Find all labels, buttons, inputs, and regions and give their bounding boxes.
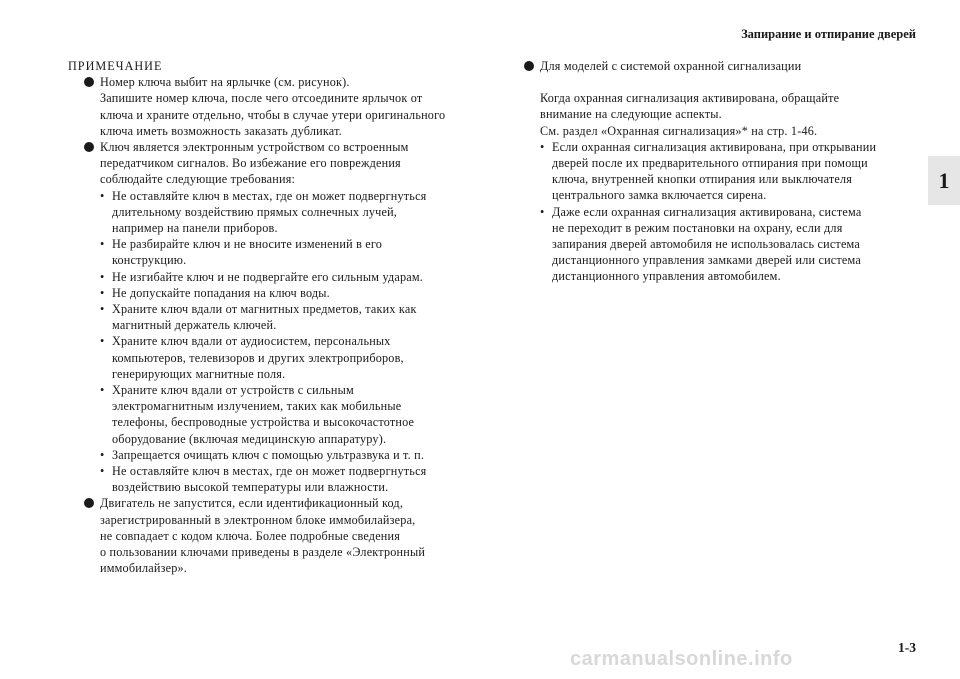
bullet-glyph: • xyxy=(540,139,545,154)
left-column xyxy=(68,58,478,577)
sub-item xyxy=(100,301,478,333)
alarm-paragraph xyxy=(524,90,924,284)
bullet-glyph: • xyxy=(100,237,105,252)
sub-item xyxy=(100,333,478,382)
sub-item xyxy=(100,285,478,301)
sub-item xyxy=(100,382,478,447)
note-item-key-number xyxy=(68,74,478,139)
text-line: воздействию высокой температуры или влажности. xyxy=(112,480,389,495)
bullet-glyph: • xyxy=(100,188,105,203)
watermark: carmanualsonline.info xyxy=(570,648,793,670)
text-line: телефоны, беспроводные устройства и высокочастотное xyxy=(112,415,415,430)
page-number: 1-3 xyxy=(898,640,916,655)
text-line: запирания дверей автомобиля не использовалась система xyxy=(552,237,860,252)
sub-item xyxy=(540,204,924,285)
bullet-dot-icon xyxy=(84,77,94,87)
text-line: ключа и храните отдельно, чтобы в случае утери оригинального xyxy=(100,107,446,122)
text-line: электромагнитным излучением, таких как мобильные xyxy=(112,399,402,414)
text-line: Храните ключ вдали от аудиосистем, персональных xyxy=(112,334,391,349)
text-line: ключа, внутренней кнопки отпирания или выключателя xyxy=(552,172,853,187)
text-line: Запрещается очищать ключ с помощью ультразвука и т. п. xyxy=(112,447,425,462)
text-line: внимание на следующие аспекты. xyxy=(540,107,722,122)
bullet-dot-icon xyxy=(84,498,94,508)
text-line: Для моделей с системой охранной сигнализации xyxy=(540,59,802,73)
text-line: компьютеров, телевизоров и других электроприборов, xyxy=(112,350,404,365)
text-line: центрального замка включается сирена. xyxy=(552,188,767,203)
text-line: о пользовании ключами приведены в разделе «Электронный xyxy=(100,545,426,560)
text-line: иммобилайзер». xyxy=(100,561,188,576)
note-label: ПРИМЕЧАНИЕ xyxy=(68,59,163,73)
bullet-glyph: • xyxy=(100,447,105,462)
bullet-glyph: • xyxy=(100,464,105,479)
text-line: Двигатель не запустится, если идентификационный код, xyxy=(100,496,404,511)
text-line: передатчиком сигналов. Во избежание его повреждения xyxy=(100,156,401,171)
bullet-glyph: • xyxy=(100,334,105,349)
alarm-models-item xyxy=(524,58,924,74)
text-line: ключа иметь возможность заказать дубликат. xyxy=(100,123,342,138)
bullet-glyph: • xyxy=(100,269,105,284)
text-line: Не допускайте попадания на ключ воды. xyxy=(112,285,330,300)
text-line: например на панели приборов. xyxy=(112,221,278,236)
text-line: Не оставляйте ключ в местах, где он может подвергнуться xyxy=(112,188,427,203)
chapter-tab xyxy=(928,156,960,205)
sub-item xyxy=(100,236,478,268)
text-line: Ключ является электронным устройством со встроенным xyxy=(100,140,409,155)
text-line: не совпадает с кодом ключа. Более подробные сведения xyxy=(100,528,401,543)
bullet-dot-icon xyxy=(84,142,94,152)
text-line: конструкцию. xyxy=(112,253,187,268)
text-line: Не оставляйте ключ в местах, где он может подвергнуться xyxy=(112,464,427,479)
sub-item xyxy=(540,139,924,204)
text-line: См. раздел «Охранная сигнализация»* на стр. 1-46. xyxy=(540,123,818,138)
text-line: длительному воздействию прямых солнечных лучей, xyxy=(112,204,398,219)
text-line: зарегистрированный в электронном блоке иммобилайзера, xyxy=(100,512,416,527)
bullet-dot-icon xyxy=(524,61,534,71)
text-line: Храните ключ вдали от магнитных предметов, таких как xyxy=(112,302,417,317)
text-line: магнитный держатель ключей. xyxy=(112,318,277,333)
sub-item xyxy=(100,463,478,495)
text-line: Номер ключа выбит на ярлычке (см. рисунок). xyxy=(100,75,350,90)
note-item-electronic-key xyxy=(68,139,478,495)
bullet-glyph: • xyxy=(100,302,105,317)
bullet-glyph: • xyxy=(540,204,545,219)
text-line: генерирующих магнитные поля. xyxy=(112,366,286,381)
page-header-title: Запирание и отпирание дверей xyxy=(741,27,916,41)
text-line: Когда охранная сигнализация активирована, обращайте xyxy=(540,91,840,106)
text-line: Если охранная сигнализация активирована, при открывании xyxy=(552,139,877,154)
text-line: Храните ключ вдали от устройств с сильным xyxy=(112,383,354,398)
text-line: соблюдайте следующие требования: xyxy=(100,172,296,187)
text-line: Не разбирайте ключ и не вносите изменений в его xyxy=(112,237,383,252)
text-line: дверей после их предварительного отпирания при помощи xyxy=(552,156,868,171)
bullet-glyph: • xyxy=(100,383,105,398)
text-line: Запишите номер ключа, после чего отсоедините ярлычок от xyxy=(100,91,423,106)
sub-item xyxy=(100,447,478,463)
sub-item xyxy=(100,269,478,285)
note-item-immobilizer xyxy=(68,495,478,576)
text-line: дистанционного управления автомобилем. xyxy=(552,269,781,284)
text-line: дистанционного управления замками дверей или система xyxy=(552,253,861,268)
bullet-glyph: • xyxy=(100,285,105,300)
sub-item xyxy=(100,188,478,237)
text-line: Не изгибайте ключ и не подвергайте его сильным ударам. xyxy=(112,269,424,284)
text-line: оборудование (включая медицинскую аппаратуру). xyxy=(112,431,387,446)
chapter-number: 1 xyxy=(938,167,950,193)
right-column xyxy=(524,58,924,285)
text-line: не переходит в режим постановки на охрану, если для xyxy=(552,220,843,235)
text-line: Даже если охранная сигнализация активирована, система xyxy=(552,204,862,219)
